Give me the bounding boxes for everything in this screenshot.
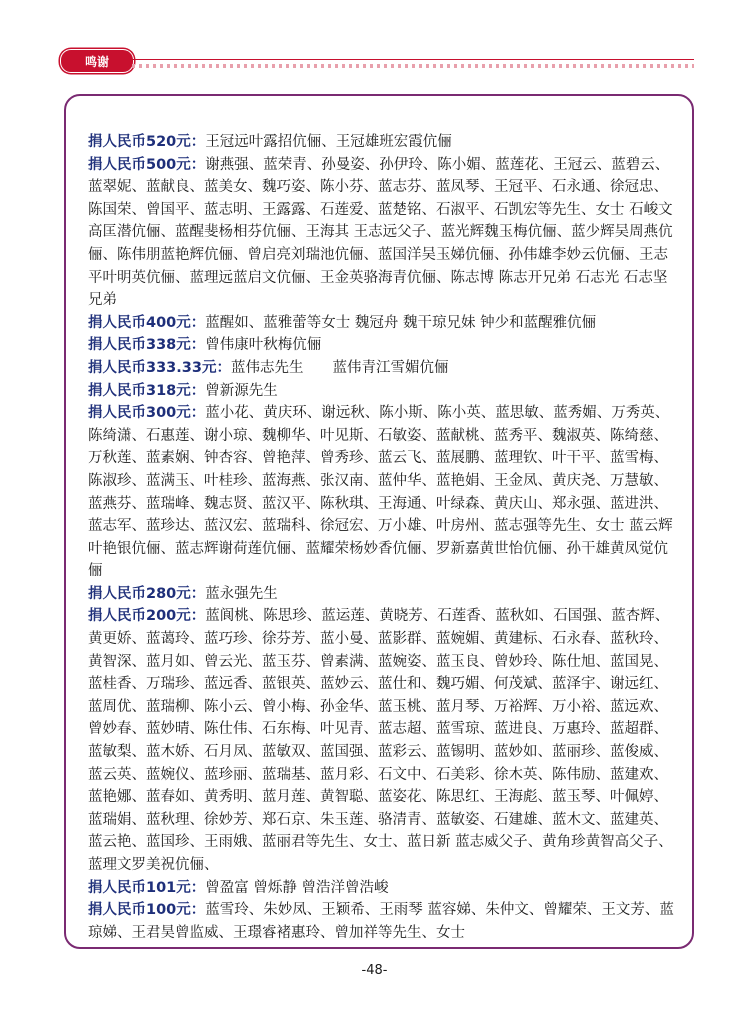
amount-label: 捐人民币318元： xyxy=(88,382,206,399)
section-label: 鸣谢 xyxy=(84,54,109,69)
donor-entry-500 xyxy=(88,154,678,312)
donor-entry-333 xyxy=(88,357,678,380)
amount-label: 捐人民币338元： xyxy=(88,337,206,354)
donor-names: 王冠远叶露招伉俪、王冠雄班宏霞伉俪 xyxy=(205,134,452,150)
amount-label: 捐人民币300元： xyxy=(88,405,206,422)
header-dotted-rule xyxy=(132,64,694,68)
donor-entry-520 xyxy=(88,131,678,154)
donor-names: 蓝伟志先生 蓝伟青江雪媚伉俪 xyxy=(230,359,449,376)
donor-entry-280 xyxy=(88,583,678,606)
amount-label: 捐人民币200元： xyxy=(88,608,206,625)
amount-label: 捐人民币280元： xyxy=(88,585,206,602)
page-number: -48- xyxy=(361,963,388,978)
donor-entry-101 xyxy=(88,877,678,900)
donor-entry-318 xyxy=(88,380,678,403)
donor-entry-338 xyxy=(88,334,678,357)
donor-list xyxy=(88,131,678,944)
donor-names: 蓝小花、黄庆环、谢远秋、陈小斯、陈小英、蓝思敏、蓝秀媚、万秀英、陈绮潇、石惠莲、谢小琼、魏柳华、叶见斯、石敏姿、蓝献桃、蓝秀平、魏淑英、陈绮慈、万秋莲、蓝素娴、钟杏容、曾艳萍、曾秀珍、蓝云飞、蓝展鹏、蓝理钦、叶干平、蓝雪梅、陈淑珍、蓝满玉、叶桂珍、蓝海燕、张汉南、蓝仲华、蓝艳娟、王金凤、黄庆尧、万慧敏、蓝燕芬、蓝瑞峰、魏志贤、蓝汉平、陈秋琪、王海通、叶绿森、黄庆山、郑永强、蓝进洪、蓝志军、蓝珍达、蓝汉宏、蓝瑞科、徐冠宏、万小雄、叶房州、蓝志强等先生、女士 蓝云辉叶艳银伉俪、蓝志辉谢荷莲伉俪、蓝耀荣杨妙香伉俪、罗新嘉黄世怡伉俪、孙干雄黄凤觉伉俪 xyxy=(88,405,673,580)
donor-entry-100 xyxy=(88,899,678,944)
header-rule xyxy=(132,59,694,60)
donor-names: 曾新源先生 xyxy=(205,382,278,399)
amount-label: 捐人民币520元： xyxy=(88,134,206,150)
donor-names: 蓝雪玲、朱妙凤、王颖希、王雨琴 蓝容娣、朱仲文、曾耀荣、王文芳、蓝琼娣、王君昊曾监威、王璟睿褚惠玲、曾加祥等先生、女士 xyxy=(88,902,674,941)
donor-entry-400 xyxy=(88,312,678,335)
amount-label: 捐人民币400元： xyxy=(88,314,206,331)
donor-names: 蓝醒如、蓝雅蕾等女士 魏冠舟 魏干琼兄妹 钟少和蓝醒雅伉俪 xyxy=(205,314,597,331)
amount-label: 捐人民币100元： xyxy=(88,902,206,919)
section-tab xyxy=(60,49,134,73)
amount-label: 捐人民币500元： xyxy=(88,156,206,173)
donor-entry-300 xyxy=(88,402,678,583)
amount-label: 捐人民币333.33元： xyxy=(88,359,231,376)
donor-names: 蓝永强先生 xyxy=(205,585,278,602)
donor-entry-200 xyxy=(88,605,678,876)
donor-names: 曾伟康叶秋梅伉俪 xyxy=(205,337,322,354)
amount-label: 捐人民币101元： xyxy=(88,879,206,896)
donor-names: 谢燕强、蓝荣青、孙曼姿、孙伊玲、陈小媚、蓝莲花、王冠云、蓝碧云、蓝翠妮、蓝献良、蓝美女、魏巧姿、陈小芬、蓝志芬、蓝凤琴、王冠平、石永通、徐冠忠、陈国荣、曾国平、蓝志明、王露露、石莲爱、蓝楚铭、石淑平、石凯宏等先生、女士 石峻文高匡潜伉俪、蓝醒斐杨相芬伉俪、王海其 王志远父子、蓝光辉魏玉梅伉俪、蓝少辉吴周燕伉俪、陈伟朋蓝艳辉伉俪、曾启亮刘瑞池伉俪、蓝国洋吴玉娣伉俪、孙伟雄李妙云伉俪、王志平叶明英伉俪、蓝理远蓝启文伉俪、王金英骆海青伉俪、陈志博 陈志开兄弟 石志光 石志坚兄弟 xyxy=(88,156,673,309)
donor-names: 曾盈富 曾烁静 曾浩洋曾浩峻 xyxy=(205,879,389,896)
donor-names: 蓝阆桃、陈思珍、蓝运莲、黄晓芳、石莲香、蓝秋如、石国强、蓝杏辉、黄更娇、蓝蔼玲、蓝巧珍、徐芬芳、蓝小曼、蓝影群、蓝婉媚、黄建标、石永春、蓝秋玲、黄智深、蓝月如、曾云光、蓝玉芬、曾素满、蓝婉姿、蓝玉良、曾妙玲、陈仕旭、蓝国晃、蓝桂香、万瑞珍、蓝远香、蓝银英、蓝妙云、蓝仕和、魏巧媚、何茂斌、蓝泽宇、谢远红、蓝周优、蓝瑞柳、陈小云、曾小梅、孙金华、蓝玉桃、蓝月琴、万裕辉、万小裕、蓝远欢、曾妙春、蓝妙晴、陈仕伟、石东梅、叶见青、蓝志超、蓝雪琼、蓝进良、万惠玲、蓝超群、蓝敏梨、蓝木娇、石月凤、蓝敏双、蓝国强、蓝彩云、蓝锡明、蓝妙如、蓝丽珍、蓝俊威、蓝云英、蓝婉仪、蓝珍丽、蓝瑞基、蓝月彩、石文中、石美彩、徐木英、陈伟励、蓝建欢、蓝艳娜、蓝春如、黄秀明、蓝月莲、黄智聪、蓝姿花、陈思红、王海彪、蓝玉琴、叶佩婷、蓝瑞娟、蓝秋理、徐妙芳、郑石京、朱玉莲、骆清青、蓝敏姿、石建雄、蓝木文、蓝建英、蓝云艳、蓝国珍、王雨娥、蓝丽君等先生、女士、蓝日新 蓝志威父子、黄角珍黄智高父子、蓝理文罗美祝伉俪、 xyxy=(88,608,673,873)
